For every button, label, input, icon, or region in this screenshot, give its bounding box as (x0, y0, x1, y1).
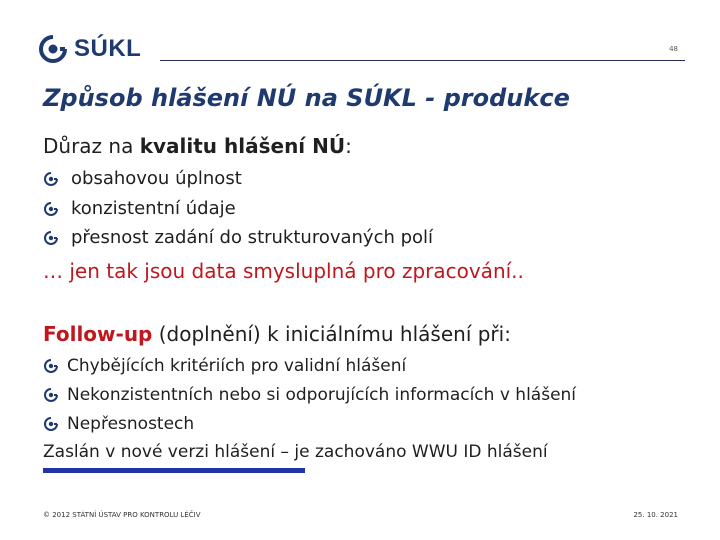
list-item (43, 168, 242, 189)
emphasis-prefix: Důraz na (43, 134, 140, 158)
list-item-text: Nekonzistentních nebo si odporujících informacích v hlášení (67, 385, 577, 405)
sukl-bullet-icon (43, 387, 59, 403)
list-item (43, 414, 194, 434)
list-item (43, 227, 433, 248)
logo-text: SÚKL (74, 35, 142, 62)
sukl-bullet-icon (43, 171, 59, 187)
sukl-bullet-icon (43, 230, 59, 246)
conclusion-text: … jen tak jsou data smysluplná pro zpracování.. (43, 259, 524, 283)
list-item (43, 356, 406, 376)
header-rule (160, 60, 685, 61)
sukl-bullet-icon (43, 201, 59, 217)
followup-heading (43, 322, 511, 346)
emphasis-suffix: : (345, 134, 352, 158)
followup-bold: Follow-up (43, 322, 153, 346)
sukl-logo (38, 34, 141, 64)
footer-date: 25. 10. 2021 (633, 511, 678, 519)
list-item-text: přesnost zadání do strukturovaných polí (71, 227, 434, 248)
list-item-text: Nepřesnostech (67, 414, 195, 434)
sent-note: Zaslán v nové verzi hlášení – je zachováno WWU ID hlášení (43, 442, 548, 462)
list-item-text: obsahovou úplnost (71, 168, 242, 189)
followup-rest: (doplnění) k iniciálnímu hlášení při: (152, 322, 511, 346)
sukl-bullet-icon (43, 358, 59, 374)
footer-copyright: © 2012 STÁTNÍ ÚSTAV PRO KONTROLU LÉČIV (43, 511, 201, 519)
sukl-bullet-icon (43, 416, 59, 432)
page-number: 48 (669, 45, 678, 53)
list-item (43, 385, 576, 405)
accent-bar (43, 468, 305, 473)
emphasis-line (43, 134, 352, 158)
list-item-text: konzistentní údaje (71, 198, 236, 219)
sukl-logo-icon (38, 34, 68, 64)
slide-title: Způsob hlášení NÚ na SÚKL - produkce (43, 84, 570, 112)
list-item (43, 198, 236, 219)
list-item-text: Chybějících kritériích pro validní hlášení (67, 356, 407, 376)
emphasis-bold: kvalitu hlášení NÚ (139, 134, 346, 158)
